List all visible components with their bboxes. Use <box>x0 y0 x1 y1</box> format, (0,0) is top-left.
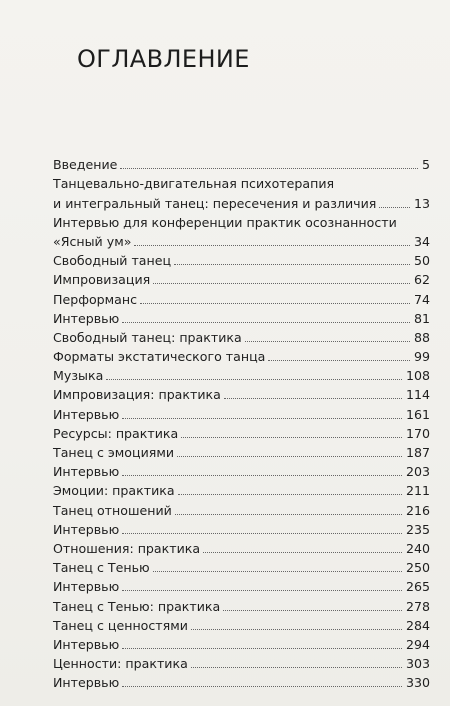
toc-page-number: 13 <box>413 195 430 211</box>
dot-leader <box>181 437 402 438</box>
toc-entry <box>53 268 430 287</box>
toc-entry-title: Танец отношений <box>53 502 172 518</box>
toc-page-number: 235 <box>405 521 430 537</box>
dot-leader <box>122 686 402 687</box>
toc-entry <box>53 614 430 633</box>
toc-page-number: 99 <box>413 349 430 365</box>
toc-entry <box>53 383 430 402</box>
toc-page-number: 170 <box>405 425 430 441</box>
dot-leader <box>178 494 402 495</box>
toc-page-number: 187 <box>405 445 430 460</box>
toc-entry-title: Ценности: практика <box>53 656 188 672</box>
dot-leader <box>122 590 402 591</box>
dot-leader <box>174 264 410 265</box>
toc-page-number: 284 <box>405 617 430 633</box>
toc-entry <box>53 307 430 326</box>
toc-entry <box>53 460 430 479</box>
toc-entry-title: Интервью <box>53 464 120 480</box>
toc-entry-title: Импровизация: практика <box>53 387 221 403</box>
dot-leader <box>203 552 402 553</box>
toc-entry <box>53 345 430 364</box>
dot-leader <box>122 533 402 534</box>
toc-entry <box>53 402 430 421</box>
toc-entry <box>53 230 430 249</box>
toc-entry <box>53 287 430 306</box>
toc-entry-title: Отношения: практика <box>53 540 201 556</box>
toc-page-number: 216 <box>405 502 430 518</box>
toc-entry <box>53 249 430 268</box>
toc-entry <box>53 422 430 441</box>
toc-entry-title: и интегральный танец: пересечения и различия <box>53 195 377 211</box>
toc-entry-title: Интервью <box>53 636 120 652</box>
toc-page-number: 81 <box>413 310 430 326</box>
dot-leader <box>224 398 402 399</box>
page-title: ОГЛАВЛЕНИЕ <box>77 45 250 73</box>
toc-entry-title: Интервью <box>53 310 120 326</box>
toc-entry <box>53 191 430 210</box>
dot-leader <box>245 341 410 342</box>
toc-page-number: 211 <box>405 483 430 499</box>
dot-leader <box>122 322 410 323</box>
toc-entry-line <box>53 172 430 191</box>
toc-page-number: 330 <box>405 675 430 691</box>
toc-page-number: 50 <box>413 253 430 269</box>
toc-entry-title: Танец с Тенью: практика <box>53 598 221 614</box>
toc-entry-title: Перформанс <box>53 291 138 307</box>
toc-entry <box>53 364 430 383</box>
dot-leader <box>379 207 410 208</box>
toc-page-number: 34 <box>413 233 430 249</box>
toc-entry <box>53 652 430 671</box>
toc-page-number: 250 <box>405 560 430 576</box>
toc-page-number: 108 <box>405 368 430 384</box>
toc-page-number: 294 <box>405 636 430 652</box>
toc-entry-title: Интервью <box>53 521 120 537</box>
toc-entry-title: Свободный танец: практика <box>53 329 242 345</box>
toc-entry <box>53 594 430 613</box>
dot-leader <box>268 360 410 361</box>
toc-entry-title: Импровизация <box>53 272 151 288</box>
toc-entry-title: Ресурсы: практика <box>53 425 179 441</box>
toc-page-number: 114 <box>405 387 430 403</box>
toc-entry-line <box>53 211 430 230</box>
toc-page-number: 203 <box>405 464 430 480</box>
toc-page-number: 74 <box>413 291 430 307</box>
toc-entry <box>53 441 430 460</box>
toc-entry <box>53 671 430 690</box>
dot-leader <box>153 283 410 284</box>
toc-page-number: 278 <box>405 598 430 614</box>
dot-leader <box>122 648 402 649</box>
toc-entry <box>53 479 430 498</box>
toc-entry-title: Свободный танец <box>53 253 172 269</box>
toc-entry-title: Танцевально-двигательная психотерапия <box>53 176 335 192</box>
toc-page-number: 303 <box>405 656 430 672</box>
toc-entry <box>53 518 430 537</box>
toc-page-number: 161 <box>405 406 430 422</box>
toc-entry-title: «Ясный ум» <box>53 233 132 249</box>
dot-leader <box>122 475 402 476</box>
toc-entry <box>53 326 430 345</box>
dot-leader <box>223 610 402 611</box>
toc-entry-title: Интервью <box>53 406 120 422</box>
toc-entry-title: Интервью <box>53 579 120 595</box>
toc-entry <box>53 633 430 652</box>
dot-leader <box>120 168 418 169</box>
toc-entry <box>53 556 430 575</box>
toc-entry <box>53 575 430 594</box>
toc-entry-title: Интервью <box>53 675 120 691</box>
toc-entry-title: Танец с ценностями <box>53 617 188 633</box>
toc-entry <box>53 153 430 172</box>
toc-entry <box>53 498 430 517</box>
dot-leader <box>140 303 410 304</box>
dot-leader <box>122 418 402 419</box>
dot-leader <box>191 629 402 630</box>
dot-leader <box>175 514 402 515</box>
dot-leader <box>177 456 402 457</box>
toc-entry <box>53 537 430 556</box>
toc-page-number: 265 <box>405 579 430 595</box>
toc-entry-title: Танец с эмоциями <box>53 445 175 460</box>
dot-leader <box>153 571 402 572</box>
dot-leader <box>191 667 402 668</box>
toc-page-number: 88 <box>413 329 430 345</box>
toc-page-number: 240 <box>405 540 430 556</box>
toc-entry-title: Эмоции: практика <box>53 483 175 499</box>
toc-entry-title: Введение <box>53 157 118 173</box>
toc-entry-title: Танец с Тенью <box>53 560 150 576</box>
toc-entry-title: Форматы экстатического танца <box>53 349 266 365</box>
toc-page-number: 62 <box>413 272 430 288</box>
toc-entry-title: Интервью для конференции практик осознанности <box>53 214 397 230</box>
dot-leader <box>106 379 402 380</box>
dot-leader <box>134 245 410 246</box>
table-of-contents <box>53 153 430 690</box>
toc-entry-title: Музыка <box>53 368 104 384</box>
toc-page-number: 5 <box>421 157 430 173</box>
